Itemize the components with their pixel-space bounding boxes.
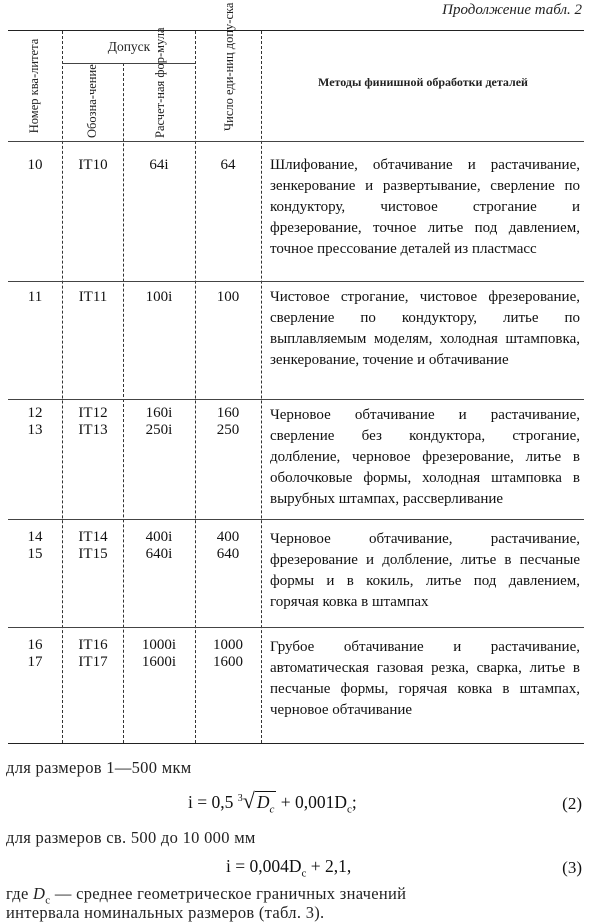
row-formula: 1000i 1600i — [141, 637, 177, 670]
text-line-interval: интервала номинальных размеров (табл. 3). — [6, 903, 325, 922]
header-number: Номер ква-литета — [27, 38, 41, 134]
formula-3 — [226, 856, 351, 880]
row-units: 100 — [216, 289, 240, 305]
row-methods: Чистовое строгание, чистовое фрезерование, сверление по кондуктору, литье по выплавляемым моделям, холодная штамповка, зенкерование, точение и обтачивание — [270, 289, 580, 368]
row-formula: 64i — [149, 157, 169, 173]
row-formula: 100i — [145, 289, 173, 305]
where-var-sub: c — [45, 894, 51, 907]
table-caption: Продолжение табл. 2 — [442, 2, 582, 18]
row-separator — [8, 627, 584, 628]
formula-2-lhs: i = 0,5 — [188, 792, 234, 812]
formula-3-lhs: i = 0,004D — [226, 856, 302, 876]
text-line-range-2: для размеров св. 500 до 10 000 мм — [6, 828, 256, 847]
formula-2-end: ; — [351, 792, 357, 812]
equation-number-2: (2) — [562, 794, 582, 813]
row-number: 10 — [27, 157, 43, 173]
header-designation: Обозна-чение — [85, 64, 99, 138]
header-methods: Методы финишной обработки деталей — [318, 75, 528, 89]
row-separator — [8, 399, 584, 400]
row-separator — [8, 519, 584, 520]
formula-3-sub: c — [301, 867, 307, 880]
row-number: 11 — [27, 289, 43, 305]
row-designation: IT14 IT15 — [78, 529, 108, 562]
radicand-sub: c — [269, 803, 275, 816]
row-designation: IT16 IT17 — [78, 637, 108, 670]
formula-2-rest-sub: c — [346, 803, 352, 816]
header-units: Число еди-ниц допу-ска — [222, 2, 236, 131]
row-number: 16 17 — [27, 637, 43, 670]
row-formula: 400i 640i — [145, 529, 173, 562]
row-units: 1000 1600 — [213, 637, 243, 670]
text-line-range-1: для размеров 1—500 мкм — [6, 758, 192, 777]
formula-3-rest: + 2,1, — [310, 856, 352, 876]
formula-2-rest: + 0,001D — [280, 792, 347, 812]
row-units: 400 640 — [216, 529, 240, 562]
row-methods: Черновое обтачивание, растачивание, фрезерование и долбление, литье в песчаные формы и в кокиль, литье под давлением, горячая ковка в штампах — [270, 531, 580, 610]
row-units: 160 250 — [216, 405, 240, 438]
row-number: 14 15 — [27, 529, 43, 562]
col-divider-4 — [261, 31, 262, 743]
radical-sign: √ — [242, 788, 255, 813]
root-index: 3 — [237, 793, 243, 805]
row-methods: Черновое обтачивание и растачивание, сверление без кондуктора, строгание, долбление, черновое фрезерование, литье в оболочковые формы, холодная штамповка в вырубных штампах, рассверливание — [270, 407, 580, 507]
row-designation: IT10 — [78, 157, 108, 173]
row-formula: 160i 250i — [145, 405, 173, 438]
radicand-var: D — [256, 792, 270, 812]
row-methods: Шлифование, обтачивание и растачивание, зенкерование и развертывание, сверление по кондуктору, чистовое строгание и фрезерование, точное литье под давлением, точное прессование деталей из пластмасс — [270, 157, 580, 257]
where-var: D — [33, 884, 46, 903]
row-designation: IT11 — [78, 289, 108, 305]
row-units: 64 — [220, 157, 236, 173]
row-methods: Грубое обтачивание и растачивание, автоматическая газовая резка, сварка, литье в песчаные формы, горячая ковка в штампах, черновое обтачивание — [270, 639, 580, 718]
row-number: 12 13 — [27, 405, 43, 438]
cube-root — [238, 788, 277, 816]
header-bottom-line — [8, 141, 584, 142]
formula-2 — [188, 788, 357, 816]
header-formula: Расчет-ная фор-мула — [153, 27, 167, 138]
tolerance-subheader-line — [62, 63, 195, 64]
row-designation: IT12 IT13 — [78, 405, 108, 438]
equation-number-3: (3) — [562, 858, 582, 877]
header-tolerance: Допуск — [107, 39, 151, 54]
row-separator — [8, 281, 584, 282]
where-rest: — среднее геометрическое граничных значений — [54, 884, 407, 903]
radicand — [255, 791, 277, 816]
where-word: где — [6, 884, 29, 903]
